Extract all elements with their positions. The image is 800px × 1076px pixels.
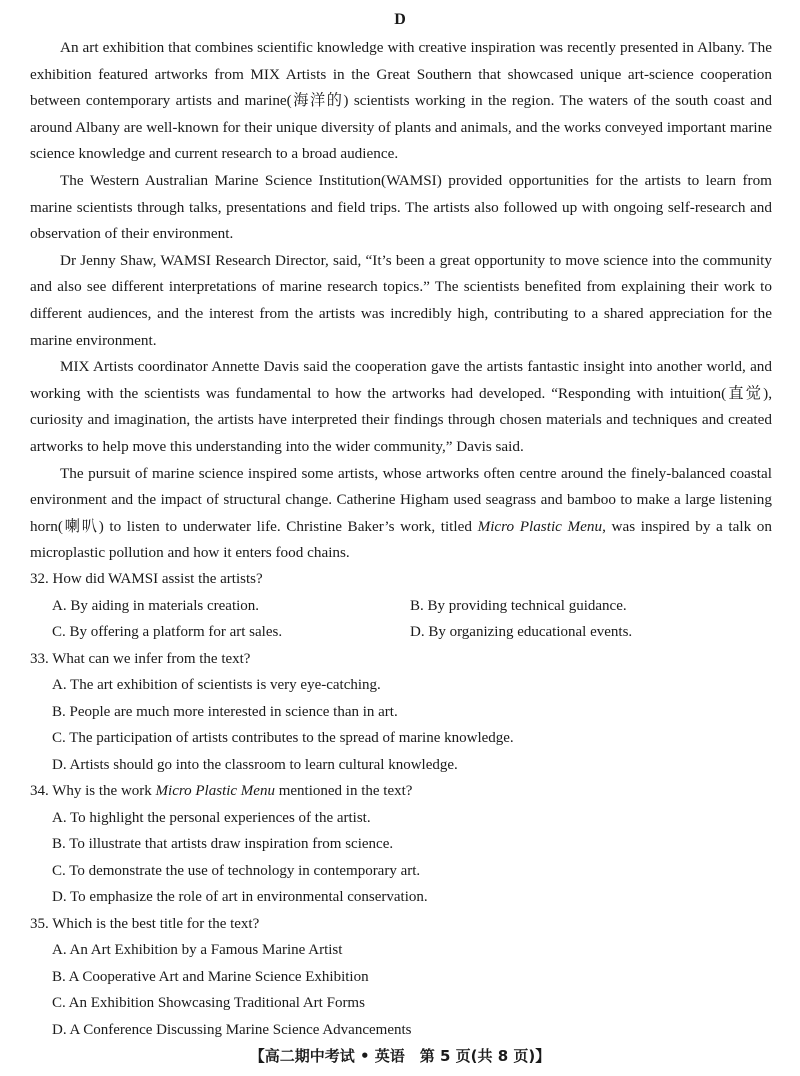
question-33-option-d: D. Artists should go into the classroom to learn cultural knowledge. — [52, 756, 458, 773]
question-list — [30, 566, 772, 1043]
artwork-title: Micro Plastic Menu — [477, 517, 603, 535]
page-footer: 【高二期中考试 • 英语 第 5 页(共 8 页)】 — [249, 1047, 551, 1065]
question-33-option-a: A. The art exhibition of scientists is very eye-catching. — [52, 677, 381, 693]
passage-paragraph-4: MIX Artists coordinator Annette Davis said the cooperation gave the artists fantastic insight into another world, and working with the scientists was fundamental to how the artworks had developed. “Responding with intuition(直觉), curiosity and imagination, the artists have interpreted their findings through chosen materials and techniques and created artworks to help move this understanding into the wider community,” Davis said. — [30, 358, 772, 455]
question-35-options — [30, 937, 772, 1043]
question-34 — [30, 778, 772, 911]
question-33 — [30, 646, 772, 779]
question-32-option-c: C. By offering a platform for art sales. — [52, 624, 283, 640]
question-34-option-c: C. To demonstrate the use of technology in contemporary art. — [52, 862, 421, 879]
question-35-option-d: D. A Conference Discussing Marine Science Advancements — [52, 1021, 412, 1038]
question-32-option-d: D. By organizing educational events. — [410, 624, 633, 640]
question-32-stem: 32. How did WAMSI assist the artists? — [30, 571, 263, 587]
question-35-option-a: A. An Art Exhibition by a Famous Marine Artist — [52, 942, 343, 958]
question-34-artwork-title: Micro Plastic Menu — [155, 783, 275, 799]
question-34-option-d: D. To emphasize the role of art in environmental conservation. — [52, 889, 428, 905]
question-34-option-a: A. To highlight the personal experiences of the artist. — [52, 809, 371, 826]
passage-paragraph-1: An art exhibition that combines scientific knowledge with creative inspiration was recently presented in Albany. The exhibition featured artworks from MIX Artists in the Great Southern that showcased unique art-science cooperation between contemporary artists and marine(海洋的) scientists working in the region. The waters of the south coast and around Albany are well-known for their unique diversity of plants and animals, and the works conveyed important marine science knowledge and current research to a broad audience. — [30, 39, 772, 163]
question-34-options — [30, 805, 772, 911]
paragraph-5-text-after: , was inspired by a talk on microplastic pollution and how it enters food chains. — [30, 517, 772, 562]
question-34-stem — [30, 778, 772, 805]
question-35-stem: 35. Which is the best title for the text? — [30, 915, 260, 932]
question-33-stem: 33. What can we infer from the text? — [30, 650, 251, 667]
question-34-option-b: B. To illustrate that artists draw inspiration from science. — [52, 836, 394, 852]
question-33-option-b: B. People are much more interested in science than in art. — [52, 703, 398, 720]
question-34-stem-before: 34. Why is the work — [30, 783, 156, 799]
question-33-options — [30, 672, 772, 778]
reading-passage — [30, 35, 772, 567]
question-32-options — [30, 593, 772, 646]
question-32-option-a: A. By aiding in materials creation. — [52, 597, 260, 614]
passage-paragraph-3: Dr Jenny Shaw, WAMSI Research Director, said, “It’s been a great opportunity to move science into the community and also see different interpretations of marine research topics.” The scientists benefited from explaining their work to different audiences, and the interest from the artists was incredibly high, contributing to a shared appreciation for the marine environment. — [30, 251, 772, 349]
section-heading: D — [394, 11, 406, 28]
question-35-option-b: B. A Cooperative Art and Marine Science Exhibition — [52, 968, 369, 985]
question-35-option-c: C. An Exhibition Showcasing Traditional Art Forms — [52, 995, 365, 1011]
paragraph-5-text-before: The pursuit of marine science inspired some artists, whose artworks often centre around the finely-balanced coastal environment and the impact of structural change. Catherine Higham used seagrass and bamboo to make a large listening horn(喇叭) to listen to underwater life. Christine Baker’s work, titled — [30, 464, 772, 535]
question-33-option-c: C. The participation of artists contributes to the spread of marine knowledge. — [52, 730, 514, 746]
passage-paragraph-2: The Western Australian Marine Science Institution(WAMSI) provided opportunities for the artists to learn from marine scientists through talks, presentations and field trips. The artists also followed up with ongoing self-research and observation of their environment. — [30, 171, 772, 243]
question-32 — [30, 566, 772, 646]
passage-paragraph-5 — [30, 461, 772, 567]
question-35 — [30, 911, 772, 1044]
question-32-option-b: B. By providing technical guidance. — [410, 597, 627, 614]
question-34-stem-after: mentioned in the text? — [274, 783, 413, 799]
